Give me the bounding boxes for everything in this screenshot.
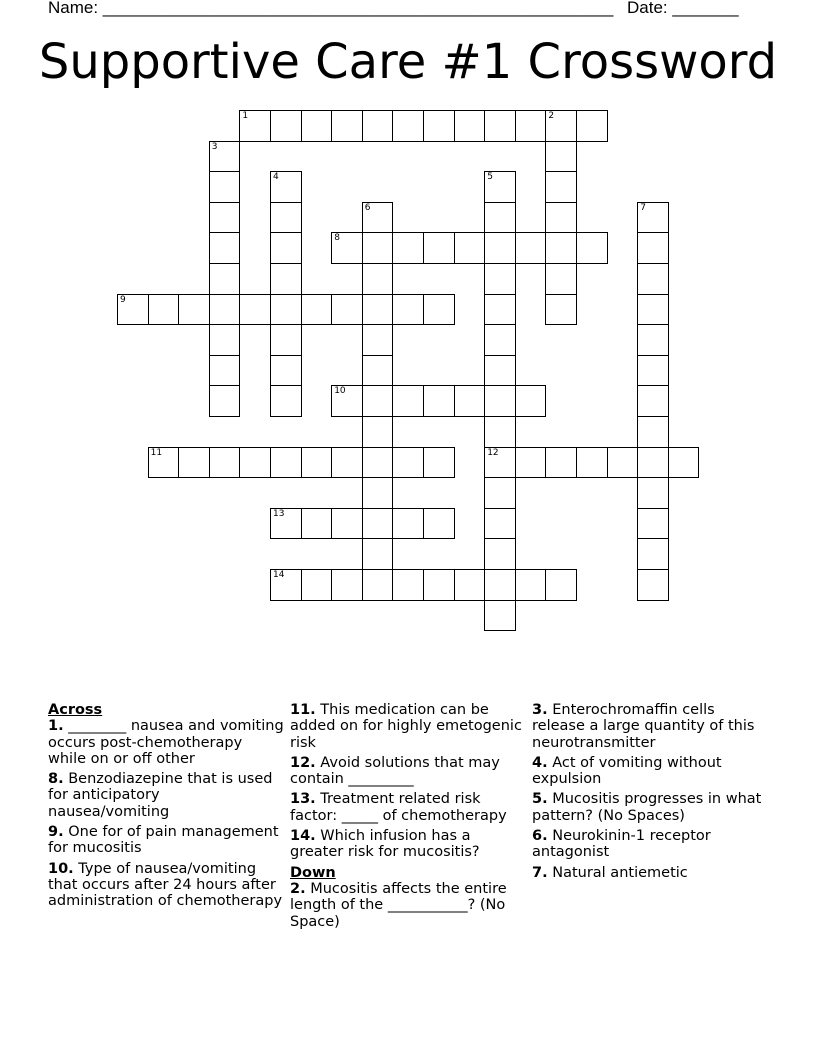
grid-cell[interactable] (209, 202, 241, 234)
grid-cell[interactable] (637, 324, 669, 356)
across-clue-11 (290, 702, 526, 751)
grid-cell[interactable] (515, 385, 547, 417)
grid-cell[interactable] (362, 110, 394, 142)
clue-number: 3. (532, 702, 548, 718)
grid-cell[interactable] (545, 263, 577, 295)
grid-cell[interactable] (484, 110, 516, 142)
grid-cell[interactable] (362, 538, 394, 570)
down-clue-4 (532, 755, 768, 788)
across-clue-12 (290, 755, 526, 788)
grid-cell[interactable] (637, 232, 669, 264)
grid-cell[interactable] (454, 110, 486, 142)
grid-cell[interactable] (637, 538, 669, 570)
clue-number-label: 7 (640, 202, 646, 213)
grid-cell[interactable] (117, 294, 149, 326)
clue-number-label: 1 (242, 111, 249, 121)
grid-cell[interactable] (209, 232, 241, 264)
grid-cell[interactable] (545, 232, 577, 264)
clue-text: Benzodiazepine that is used for anticipatory nausea/vomiting (48, 771, 273, 820)
grid-cell[interactable] (423, 294, 455, 326)
clue-text: Enterochromaffin cells release a large quantity of this neurotransmitter (532, 702, 755, 751)
grid-cell[interactable] (637, 355, 669, 387)
grid-cell[interactable] (301, 294, 333, 326)
clue-text: Type of nausea/vomiting that occurs after 24 hours after administration of chemotherapy (48, 860, 283, 910)
grid-cell[interactable] (301, 110, 333, 142)
clue-number-label: 5 (487, 172, 493, 183)
clue-number: 14. (290, 828, 316, 845)
grid-cell[interactable] (484, 232, 516, 264)
across-clue-14 (290, 828, 526, 861)
clue-number: 1. (48, 718, 64, 735)
clue-number-label: 10 (334, 386, 346, 397)
grid-cell[interactable] (576, 110, 608, 142)
clue-number-label: 4 (273, 172, 279, 183)
clue-text: One for of pain management for mucositis (48, 824, 279, 857)
grid-cell[interactable] (362, 477, 394, 509)
grid-cell[interactable] (637, 385, 669, 417)
grid-cell[interactable] (331, 569, 363, 601)
down-heading: Down (290, 864, 336, 881)
grid-cell[interactable] (362, 355, 394, 387)
grid-cell[interactable] (331, 110, 363, 142)
grid-cell[interactable] (484, 355, 516, 387)
down-clue-3 (532, 702, 768, 751)
grid-cell[interactable] (637, 202, 669, 234)
grid-cell[interactable] (209, 447, 241, 479)
grid-cell[interactable] (362, 447, 394, 479)
name-field-label: Name: ______________________________________________________ (48, 0, 614, 17)
grid-cell[interactable] (362, 385, 394, 417)
grid-cell[interactable] (301, 569, 333, 601)
clue-text: Treatment related risk factor: _____ of chemotherapy (290, 791, 507, 824)
across-clue-8 (48, 771, 284, 820)
clue-text: This medication can be added on for highly emetogenic risk (290, 702, 522, 751)
grid-cell[interactable] (484, 538, 516, 570)
grid-cell[interactable] (637, 477, 669, 509)
grid-cell[interactable] (209, 141, 241, 173)
grid-cell[interactable] (423, 508, 455, 540)
grid-cell[interactable] (331, 385, 363, 417)
clue-text: Mucositis progresses in what pattern? (No Spaces) (532, 791, 762, 824)
grid-cell[interactable] (454, 232, 486, 264)
grid-cell[interactable] (545, 141, 577, 173)
grid-cell[interactable] (392, 110, 424, 142)
grid-cell[interactable] (607, 447, 639, 479)
clue-number: 13. (290, 791, 316, 808)
grid-cell[interactable] (484, 263, 516, 295)
across-clue-1 (48, 718, 284, 767)
grid-cell[interactable] (423, 569, 455, 601)
grid-cell[interactable] (484, 416, 516, 448)
grid-cell[interactable] (484, 324, 516, 356)
grid-cell[interactable] (239, 110, 271, 142)
grid-cell[interactable] (331, 447, 363, 479)
grid-cell[interactable] (301, 447, 333, 479)
grid-cell[interactable] (362, 416, 394, 448)
across-clue-9 (48, 824, 284, 857)
grid-cell[interactable] (515, 110, 547, 142)
grid-cell[interactable] (362, 232, 394, 264)
clue-number: 12. (290, 754, 316, 771)
clue-column-3 (532, 702, 768, 885)
clue-text: Act of vomiting without expulsion (532, 754, 722, 788)
grid-cell[interactable] (362, 294, 394, 326)
grid-cell[interactable] (331, 294, 363, 326)
grid-cell[interactable] (270, 508, 302, 540)
down-clue-5 (532, 791, 768, 824)
clue-column-2 (290, 702, 526, 934)
grid-cell[interactable] (484, 477, 516, 509)
clue-number: 4. (532, 754, 548, 771)
grid-cell[interactable] (270, 447, 302, 479)
clue-number-label: 14 (273, 570, 285, 580)
grid-cell[interactable] (148, 294, 180, 326)
grid-cell[interactable] (392, 447, 424, 479)
clue-column-1 (48, 702, 284, 914)
clue-text: Which infusion has a greater risk for mucositis? (290, 828, 480, 861)
grid-cell[interactable] (239, 447, 271, 479)
grid-cell[interactable] (270, 569, 302, 601)
grid-cell[interactable] (209, 171, 241, 203)
grid-cell[interactable] (362, 263, 394, 295)
grid-cell[interactable] (576, 447, 608, 479)
clue-number: 8. (48, 771, 64, 788)
grid-cell[interactable] (637, 508, 669, 540)
down-clue-2 (290, 881, 526, 930)
clue-number: 9. (48, 824, 64, 841)
grid-cell[interactable] (454, 385, 486, 417)
grid-cell[interactable] (148, 447, 180, 479)
grid-cell[interactable] (178, 447, 210, 479)
grid-cell[interactable] (515, 569, 547, 601)
grid-cell[interactable] (484, 385, 516, 417)
clue-number-label: 2 (548, 111, 555, 121)
clue-text: ________ nausea and vomiting occurs post-chemotherapy while on or off other (48, 718, 284, 767)
grid-cell[interactable] (454, 569, 486, 601)
grid-cell[interactable] (209, 385, 241, 417)
grid-cell[interactable] (362, 202, 394, 234)
grid-cell[interactable] (484, 600, 516, 632)
grid-cell[interactable] (484, 171, 516, 203)
grid-cell[interactable] (392, 385, 424, 417)
grid-cell[interactable] (423, 447, 455, 479)
grid-cell[interactable] (392, 569, 424, 601)
clue-text: Neurokinin-1 receptor antagonist (532, 828, 711, 861)
grid-cell[interactable] (331, 232, 363, 264)
grid-cell[interactable] (545, 171, 577, 203)
clue-number-label: 12 (487, 447, 499, 458)
grid-cell[interactable] (576, 232, 608, 264)
grid-cell[interactable] (515, 447, 547, 479)
grid-cell[interactable] (270, 324, 302, 356)
clue-number: 5. (532, 791, 548, 808)
grid-cell[interactable] (637, 294, 669, 326)
grid-cell[interactable] (484, 508, 516, 540)
across-clue-13 (290, 791, 526, 824)
grid-cell[interactable] (209, 324, 241, 356)
clue-number-label: 8 (334, 233, 340, 244)
clue-text: Mucositis affects the entire length of the ___________? (No Space) (290, 880, 507, 930)
grid-cell[interactable] (362, 324, 394, 356)
date-field-label: Date: _______ (627, 0, 739, 17)
clue-number: 7. (532, 864, 548, 881)
clue-number-label: 11 (150, 447, 163, 458)
grid-cell[interactable] (515, 232, 547, 264)
grid-cell[interactable] (270, 263, 302, 295)
across-heading: Across (48, 702, 103, 718)
grid-cell[interactable] (484, 202, 516, 234)
grid-cell[interactable] (545, 294, 577, 326)
grid-cell[interactable] (423, 385, 455, 417)
grid-cell[interactable] (423, 232, 455, 264)
clue-number-label: 13 (273, 508, 285, 519)
clue-number: 2. (290, 880, 306, 897)
page-title: Supportive Care #1 Crossword (38, 34, 778, 90)
grid-cell[interactable] (545, 202, 577, 234)
clue-number-label: 9 (120, 294, 126, 305)
grid-cell[interactable] (270, 171, 302, 203)
grid-cell[interactable] (545, 569, 577, 601)
grid-cell[interactable] (209, 355, 241, 387)
grid-cell[interactable] (301, 508, 333, 540)
grid-cell[interactable] (331, 508, 363, 540)
grid-cell[interactable] (362, 508, 394, 540)
grid-cell[interactable] (392, 508, 424, 540)
grid-cell[interactable] (270, 294, 302, 326)
down-clue-7 (532, 865, 768, 881)
grid-cell[interactable] (484, 294, 516, 326)
grid-cell[interactable] (270, 110, 302, 142)
grid-cell[interactable] (484, 447, 516, 479)
grid-cell[interactable] (484, 569, 516, 601)
grid-cell[interactable] (392, 232, 424, 264)
grid-cell[interactable] (270, 385, 302, 417)
down-clue-6 (532, 828, 768, 861)
grid-cell[interactable] (178, 294, 210, 326)
grid-cell[interactable] (270, 355, 302, 387)
grid-cell[interactable] (423, 110, 455, 142)
grid-cell[interactable] (545, 110, 577, 142)
clue-number: 10. (48, 860, 74, 877)
grid-cell[interactable] (637, 263, 669, 295)
grid-cell[interactable] (270, 202, 302, 234)
grid-cell[interactable] (637, 447, 669, 479)
clue-number-label: 3 (211, 141, 218, 152)
grid-cell[interactable] (209, 263, 241, 295)
grid-cell[interactable] (668, 447, 700, 479)
clue-text: Avoid solutions that may contain _________ (290, 754, 500, 788)
grid-cell[interactable] (637, 569, 669, 601)
across-clue-10 (48, 861, 284, 910)
grid-cell[interactable] (209, 294, 241, 326)
clue-number: 6. (532, 828, 548, 845)
grid-cell[interactable] (270, 232, 302, 264)
grid-cell[interactable] (362, 569, 394, 601)
grid-cell[interactable] (637, 416, 669, 448)
grid-cell[interactable] (545, 447, 577, 479)
clue-number-label: 6 (364, 202, 371, 213)
grid-cell[interactable] (239, 294, 271, 326)
clue-text: Natural antiemetic (547, 864, 688, 881)
clue-number: 11. (290, 702, 316, 718)
grid-cell[interactable] (392, 294, 424, 326)
